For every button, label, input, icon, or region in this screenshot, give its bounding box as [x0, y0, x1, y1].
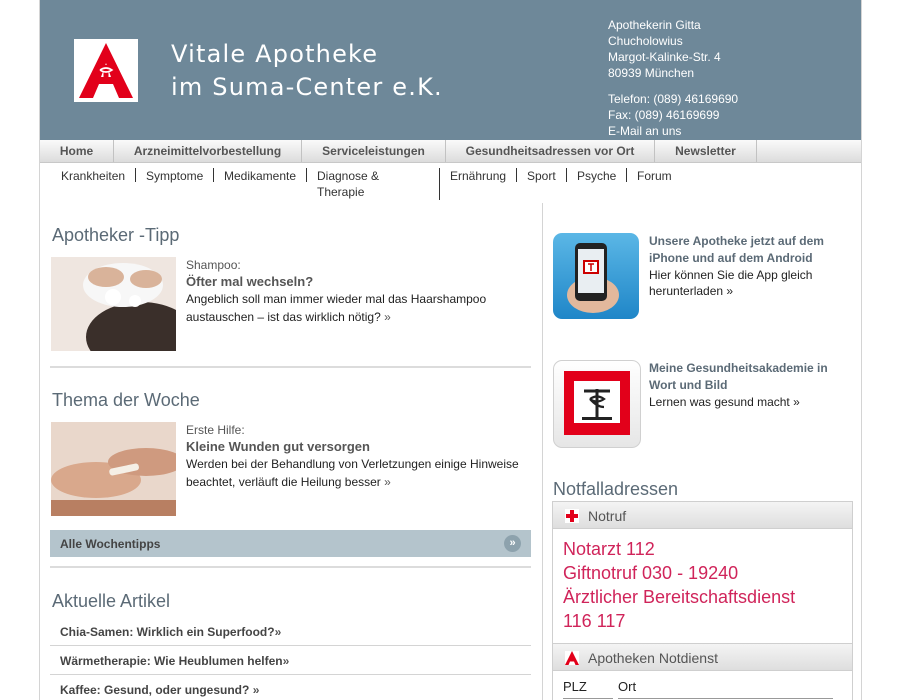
app-title-line-2: iPhone und auf dem Android: [649, 251, 813, 265]
giftnotruf-line[interactable]: Giftnotruf 030 - 19240: [563, 563, 739, 583]
akademie-more-link[interactable]: »: [793, 395, 800, 409]
page: [39, 0, 862, 700]
contact-name-2: Chucholowius: [608, 34, 683, 48]
woche-more-link[interactable]: »: [384, 475, 391, 489]
contact-city: 80939 München: [608, 66, 695, 80]
akademie-text-line: Lernen was gesund macht: [649, 395, 790, 409]
smartphone-icon: [553, 233, 639, 319]
column-divider: [542, 203, 543, 700]
brand-line-1: Vitale Apotheke: [171, 40, 379, 68]
notruf-label: Notruf: [588, 508, 627, 524]
akademie-text: [649, 394, 854, 410]
tipp-text-line-1: Angeblich soll man immer wieder mal das Haarshampoo: [186, 292, 487, 306]
nav-serviceleistungen[interactable]: Serviceleistungen: [302, 140, 446, 162]
subnav-diagnose-line-1: Diagnose &: [317, 169, 380, 183]
tipp-kicker: Shampoo:: [186, 258, 241, 272]
article-item[interactable]: [50, 675, 531, 700]
app-title-link[interactable]: [649, 233, 854, 267]
akademie-title-line-1: Meine Gesundheitsakademie in: [649, 361, 828, 375]
subnav-diagnose-line-2: Therapie: [317, 185, 365, 199]
notfall-heading: Notfalladressen: [553, 479, 679, 499]
all-weekly-tips-button[interactable]: [50, 530, 531, 557]
site-header: [40, 0, 861, 140]
contact-street: Margot-Kalinke-Str. 4: [608, 50, 721, 64]
app-more-link[interactable]: »: [726, 284, 734, 298]
woche-kicker: Erste Hilfe:: [186, 423, 245, 437]
akademie-title-link[interactable]: [649, 360, 854, 394]
subnav-psyche[interactable]: Psyche: [577, 169, 617, 183]
plz-column-header: PLZ: [563, 679, 587, 694]
divider: [50, 566, 531, 568]
red-cross-icon: [565, 509, 579, 523]
nav-newsletter[interactable]: Newsletter: [655, 140, 757, 162]
app-tile[interactable]: [553, 233, 639, 319]
woche-text-line-2: beachtet, verläuft die Heilung besser: [186, 475, 381, 489]
tipp-title-link[interactable]: Öfter mal wechseln?: [186, 274, 314, 289]
nav-home[interactable]: Home: [40, 140, 114, 162]
subnav-forum[interactable]: Forum: [637, 169, 672, 183]
app-text-line-2: herunterladen: [649, 284, 724, 298]
main-nav: [40, 140, 861, 163]
apotheke-a-small-icon: [565, 651, 579, 665]
subnav-ernaehrung[interactable]: Ernährung: [450, 169, 507, 183]
tipp-text-line-2: austauschen – ist das wirklich nötig?: [186, 310, 381, 324]
subnav-symptome[interactable]: Symptome: [146, 169, 204, 183]
brand-line-2: im Suma-Center e.K.: [171, 73, 443, 101]
emergency-numbers: [563, 537, 795, 633]
article-link: Chia-Samen: Wirklich ein Superfood?»: [60, 625, 282, 639]
contact-name-1: Apothekerin Gitta: [608, 18, 701, 32]
contact-fax: Fax: (089) 46169699: [608, 108, 720, 122]
subnav-krankheiten[interactable]: Krankheiten: [61, 169, 126, 183]
bereitschaftsdienst-number[interactable]: 116 117: [563, 611, 626, 631]
all-weekly-tips-label: Alle Wochentipps: [60, 537, 161, 551]
akademie-tile[interactable]: [553, 360, 641, 448]
nav-arzneimittelvorbestellung[interactable]: Arzneimittelvorbestellung: [114, 140, 302, 162]
double-chevron-right-icon: »: [504, 535, 521, 552]
ort-column-header: Ort: [618, 679, 637, 694]
notruf-header: [552, 501, 853, 529]
apotheke-a-icon: [79, 43, 133, 98]
contact-block: [608, 17, 738, 139]
aesculapius-icon: [554, 361, 640, 447]
tipp-heading: Apotheker -Tipp: [52, 225, 180, 245]
article-item[interactable]: [50, 646, 531, 675]
tipp-image[interactable]: [51, 257, 176, 351]
akademie-title-line-2: Wort und Bild: [649, 378, 728, 392]
tipp-more-link[interactable]: »: [384, 310, 391, 324]
notdienst-header: [552, 643, 853, 671]
divider: [50, 366, 531, 368]
notdienst-label: Apotheken Notdienst: [588, 650, 718, 666]
artikel-heading: Aktuelle Artikel: [52, 591, 171, 611]
woche-heading: Thema der Woche: [52, 390, 200, 410]
woche-text-line-1: Werden bei der Behandlung von Verletzungen einige Hinweise: [186, 457, 519, 471]
subnav-medikamente[interactable]: Medikamente: [224, 169, 297, 183]
woche-title-link[interactable]: Kleine Wunden gut versorgen: [186, 439, 370, 454]
apotheke-logo[interactable]: [74, 39, 138, 102]
nav-gesundheitsadressen[interactable]: Gesundheitsadressen vor Ort: [446, 140, 655, 162]
app-text: [649, 267, 854, 299]
brand-name[interactable]: [171, 38, 443, 104]
woche-image[interactable]: [51, 422, 176, 516]
bereitschaftsdienst-line: Ärztlicher Bereitschaftsdienst: [563, 587, 796, 607]
article-item[interactable]: [50, 617, 531, 646]
subnav-diagnose-therapie[interactable]: [317, 168, 379, 200]
notarzt-line[interactable]: Notarzt 112: [563, 539, 655, 559]
woche-description: [186, 455, 531, 491]
article-link: Wärmetherapie: Wie Heublumen helfen»: [60, 654, 290, 668]
tipp-description: [186, 290, 526, 326]
contact-phone: Telefon: (089) 46169690: [608, 92, 739, 106]
contact-email-link[interactable]: E-Mail an uns: [608, 124, 682, 138]
article-link: Kaffee: Gesund, oder ungesund? »: [60, 683, 260, 697]
app-title-line-1: Unsere Apotheke jetzt auf dem: [649, 234, 824, 248]
app-text-line-1: Hier können Sie die App gleich: [649, 268, 813, 282]
subnav-sport[interactable]: Sport: [527, 169, 556, 183]
sub-nav: [40, 163, 861, 203]
